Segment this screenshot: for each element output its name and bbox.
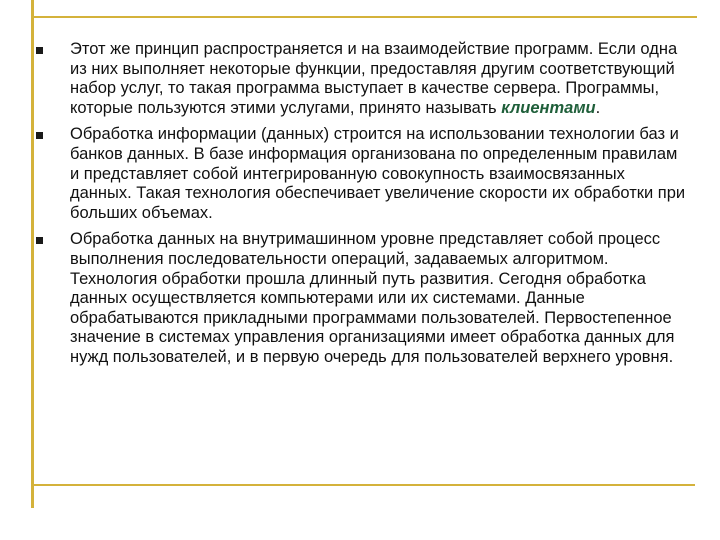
emphasized-term: клиентами [501,98,596,117]
bullet-text-end: . [595,98,601,117]
square-bullet-icon [36,237,43,244]
bullet-item-1 [36,40,686,118]
bullet-text: Обработка информации (данных) строится на использовании технологии баз и банков данных. В базе информация организована по определенным правилам и представляет собой интегрированную совокупность взаимосвязанных данных. Такая технология обеспечивает увеличение скорости их обработки при больших объемах. [70,125,686,222]
top-horizontal-rule [31,16,697,18]
square-bullet-icon [36,47,43,54]
bullet-item-2 [36,125,686,223]
bullet-text: Обработка данных на внутримашинном уровне представляет собой процесс выполнения последовательности операций, задаваемых алгоритмом. Технология обработки прошла длинный путь развития. Сегодня обработка данных осуществляется компьютерами или их системами. Данные обрабатываются прикладными программами пользователей. Первостепенное значение в системах управления организациями имеет обработка данных для нужд пользователей, и в первую очередь для пользователей верхнего уровня. [70,230,675,366]
slide-body [36,40,686,375]
bottom-horizontal-rule [31,484,695,486]
left-vertical-rule [31,0,34,508]
square-bullet-icon [36,132,43,139]
bullet-item-3 [36,230,686,367]
bullet-text: Этот же принцип распространяется и на взаимодействие программ. Если одна из них выполняет некоторые функции, предоставляя другим соответствующий набор услуг, то такая программа выступает в качестве сервера. Программы, которые пользуются этими услугами, принято называть [70,40,678,117]
